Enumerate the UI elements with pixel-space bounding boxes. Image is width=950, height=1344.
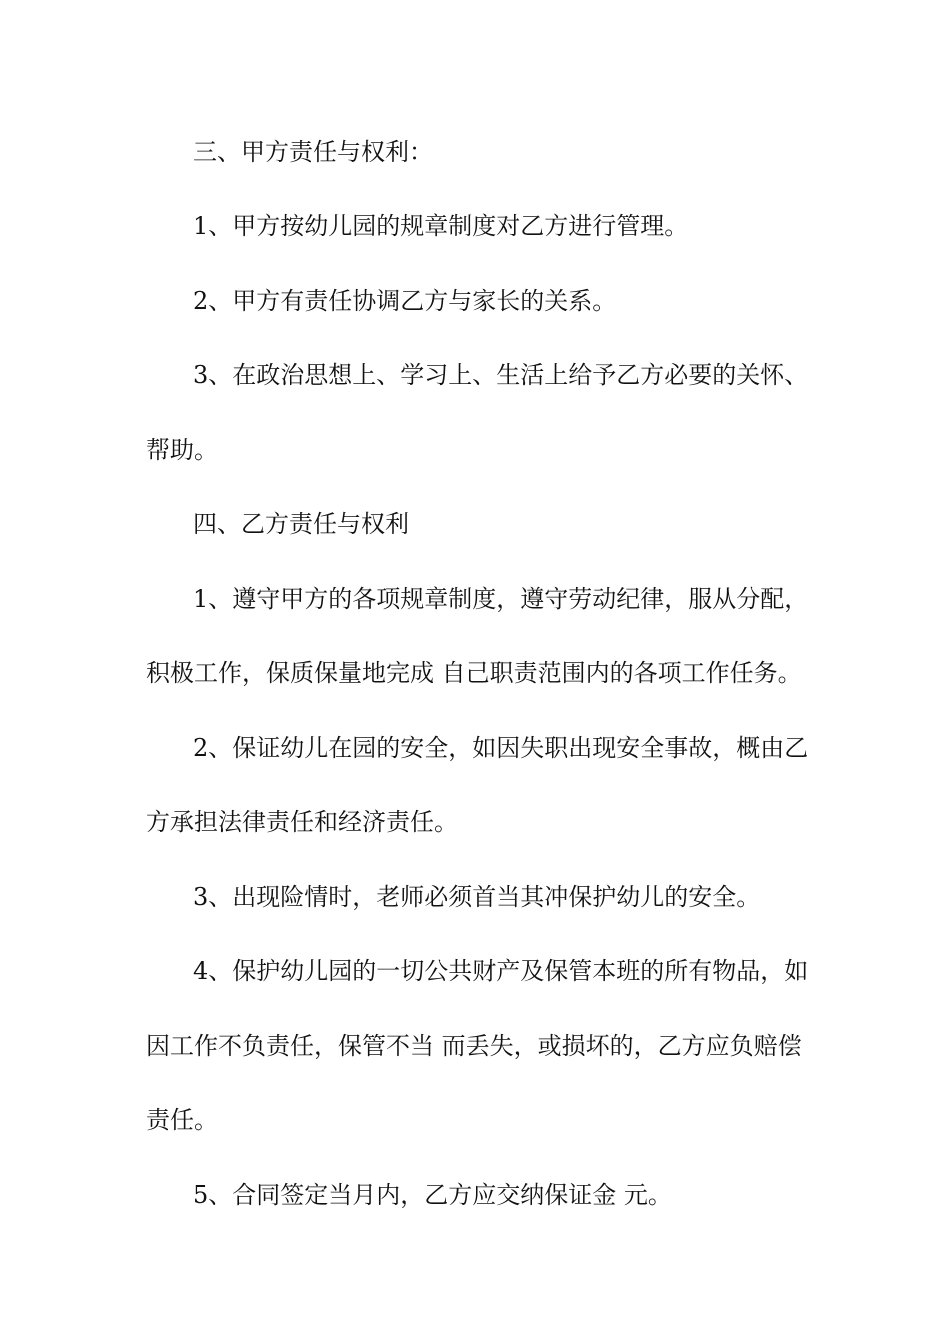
paragraph-line: 方承担法律责任和经济责任。 — [146, 808, 458, 836]
paragraph-line: 2、保证幼儿在园的安全，如因失职出现安全事故，概由乙 — [193, 734, 809, 762]
paragraph-line: 2、甲方有责任协调乙方与家长的关系。 — [193, 287, 617, 315]
paragraph-line: 1、甲方按幼儿园的规章制度对乙方进行管理。 — [193, 212, 689, 240]
paragraph-line: 5、合同签定当月内，乙方应交纳保证金 元。 — [193, 1181, 672, 1209]
paragraph-line: 帮助。 — [146, 436, 218, 464]
paragraph-line: 4、保护幼儿园的一切公共财产及保管本班的所有物品，如 — [193, 957, 809, 985]
paragraph-line: 1、遵守甲方的各项规章制度，遵守劳动纪律，服从分配， — [193, 585, 809, 613]
section-heading-party-a: 三、甲方责任与权利： — [193, 138, 433, 166]
section-heading-party-b: 四、乙方责任与权利 — [193, 510, 409, 538]
paragraph-line: 因工作不负责任，保管不当 而丢失，或损坏的，乙方应负赔偿 — [146, 1032, 802, 1060]
paragraph-line: 3、出现险情时，老师必须首当其冲保护幼儿的安全。 — [193, 883, 761, 911]
paragraph-line: 责任。 — [146, 1106, 218, 1134]
paragraph-line: 积极工作，保质保量地完成 自己职责范围内的各项工作任务。 — [146, 659, 802, 687]
paragraph-line: 3、在政治思想上、学习上、生活上给予乙方必要的关怀、 — [193, 361, 809, 389]
